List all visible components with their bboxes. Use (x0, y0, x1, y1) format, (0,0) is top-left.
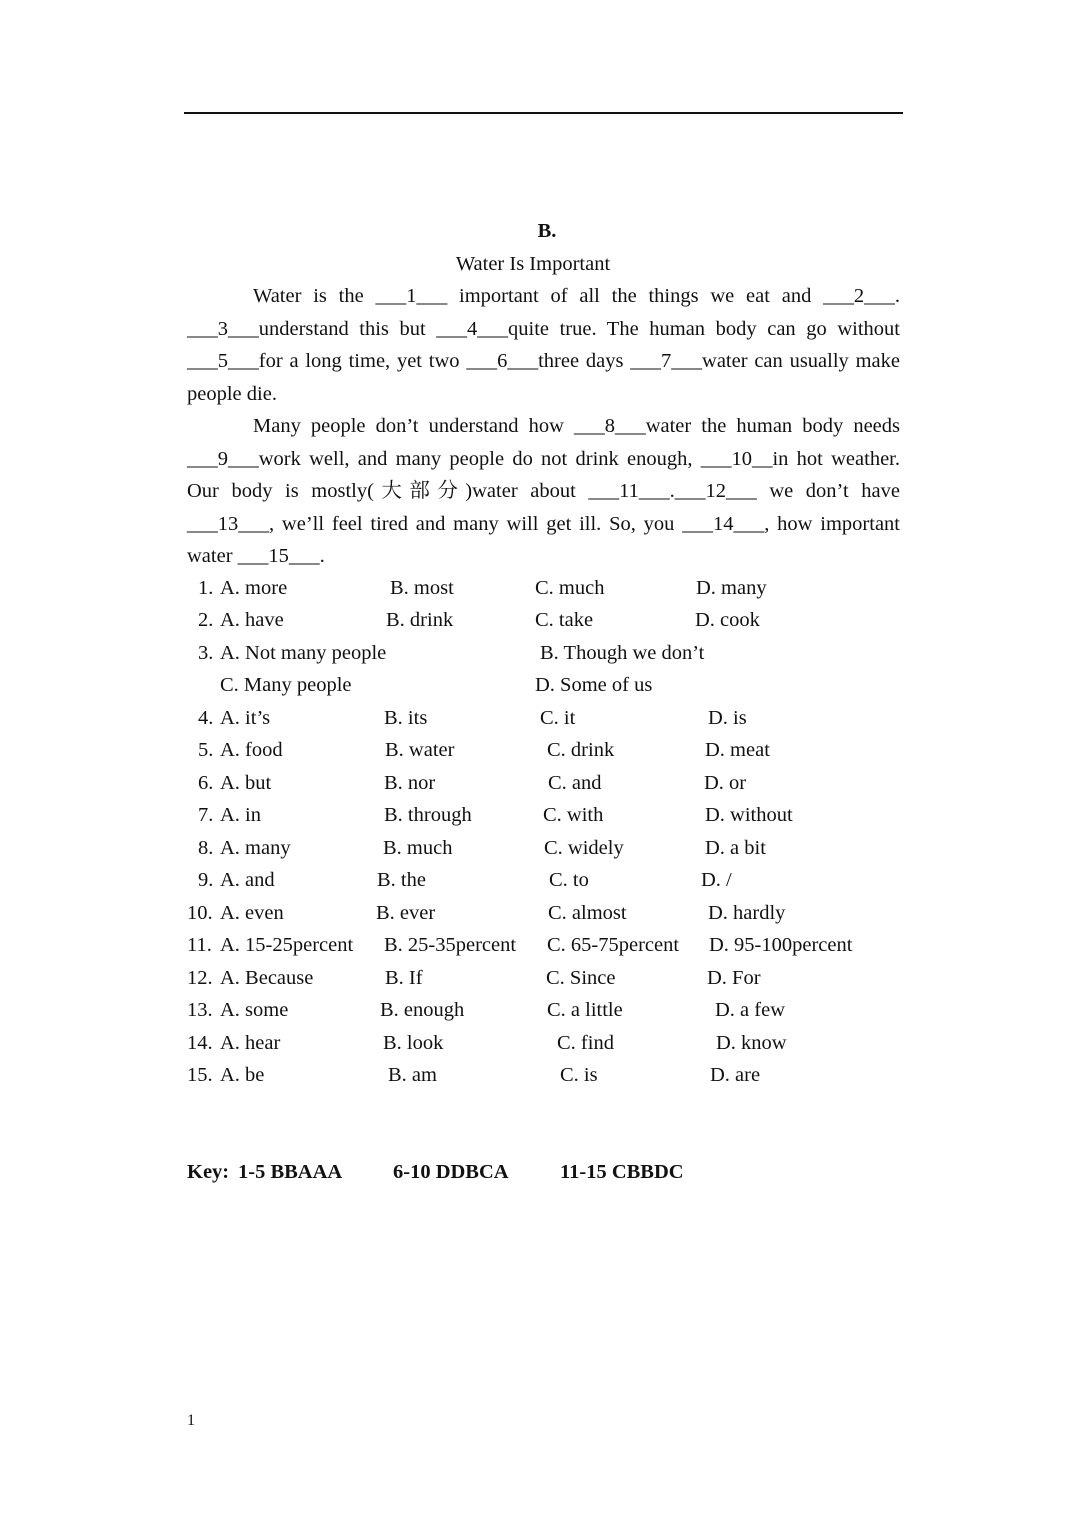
question-number: 5. (198, 739, 214, 761)
option-d: D. 95-100percent (709, 934, 853, 956)
question-11 (187, 934, 900, 964)
option-c: C. it (540, 707, 576, 729)
option-d: D. a few (715, 999, 786, 1021)
option-b: B. ever (376, 902, 436, 924)
answer-key-group-2: 6-10 DDBCA (393, 1161, 509, 1183)
passage-title: Water Is Important (455, 253, 611, 275)
option-c: C. almost (548, 902, 627, 924)
question-9 (187, 869, 900, 899)
question-number: 4. (198, 707, 214, 729)
question-number: 7. (198, 804, 214, 826)
option-c: C. widely (544, 837, 624, 859)
option-a: A. many (220, 837, 291, 859)
question-number: 14. (187, 1032, 213, 1054)
option-a: A. some (220, 999, 289, 1021)
question-6 (187, 772, 900, 802)
option-d: D. or (704, 772, 747, 794)
question-number: 8. (198, 837, 214, 859)
option-b: B. 25-35percent (384, 934, 517, 956)
question-number: 9. (198, 869, 214, 891)
question-3-continued (187, 674, 900, 704)
option-d: D. many (696, 577, 767, 599)
answer-key-group-1: 1-5 BBAAA (238, 1161, 343, 1183)
question-number: 15. (187, 1064, 213, 1086)
option-c: C. a little (547, 999, 623, 1021)
option-d: D. / (701, 869, 732, 891)
option-a: A. it’s (220, 707, 271, 729)
question-1 (187, 577, 900, 607)
header-rule (184, 112, 903, 114)
option-b: B. drink (386, 609, 454, 631)
option-a: A. more (220, 577, 288, 599)
question-10 (187, 902, 900, 932)
option-d: D. For (707, 967, 761, 989)
option-b: B. its (384, 707, 428, 729)
option-d: D. without (705, 804, 793, 826)
option-b: B. the (377, 869, 426, 891)
option-b: B. water (385, 739, 455, 761)
question-number: 2. (198, 609, 214, 631)
option-c: C. 65-75percent (547, 934, 680, 956)
option-d: D. a bit (705, 837, 766, 859)
question-number: 1. (198, 577, 214, 599)
option-d: D. Some of us (535, 674, 653, 696)
question-12 (187, 967, 900, 997)
option-a: A. hear (220, 1032, 281, 1054)
option-b: B. through (384, 804, 472, 826)
question-5 (187, 739, 900, 769)
option-c: C. is (560, 1064, 598, 1086)
option-a: A. Because (220, 967, 314, 989)
question-14 (187, 1032, 900, 1062)
question-number: 12. (187, 967, 213, 989)
option-c: C. and (548, 772, 602, 794)
option-c: C. with (543, 804, 604, 826)
page-number: 1 (187, 1412, 195, 1429)
option-d: D. meat (705, 739, 770, 761)
passage-paragraph-1: Water is the ___1___ important of all the things we eat and ___2___. ___3___understand this but ___4___quite true. The human body can go without ___5___for a long time, yet two ___6___three days ___7___water can usually make people die. (187, 285, 900, 405)
option-a: A. even (220, 902, 284, 924)
question-2 (187, 609, 900, 639)
option-b: B. nor (384, 772, 436, 794)
section-label: B. (537, 220, 557, 242)
option-c: C. Many people (220, 674, 352, 696)
option-b: B. Though we don’t (540, 642, 705, 664)
option-c: C. take (535, 609, 594, 631)
question-8 (187, 837, 900, 867)
passage-paragraph-2: Many people don’t understand how ___8___water the human body needs ___9___work well, and many people do not drink enough, ___10__in hot weather. Our body is mostly(大部分)water about ___11___.___12___ we don’t have ___13___, we’ll feel tired and many will get ill. So, you ___14___, how important water ___15___. (187, 415, 900, 568)
question-number: 11. (187, 934, 212, 956)
question-13 (187, 999, 900, 1029)
option-b: B. If (385, 967, 423, 989)
option-b: B. most (390, 577, 454, 599)
option-b: B. enough (380, 999, 465, 1021)
answer-key-label: Key: (187, 1161, 230, 1183)
option-a: A. have (220, 609, 284, 631)
option-c: C. Since (546, 967, 616, 989)
option-b: B. am (388, 1064, 437, 1086)
option-c: C. to (549, 869, 589, 891)
option-b: B. look (383, 1032, 444, 1054)
option-d: D. are (710, 1064, 761, 1086)
option-c: C. much (535, 577, 605, 599)
option-d: D. is (708, 707, 747, 729)
option-d: D. cook (695, 609, 760, 631)
option-a: A. be (220, 1064, 265, 1086)
option-c: C. find (557, 1032, 614, 1054)
option-a: A. Not many people (220, 642, 387, 664)
option-a: A. 15-25percent (220, 934, 354, 956)
question-7 (187, 804, 900, 834)
answer-key-group-3: 11-15 CBBDC (560, 1161, 684, 1183)
question-number: 3. (198, 642, 214, 664)
question-number: 6. (198, 772, 214, 794)
question-number: 10. (187, 902, 213, 924)
question-4 (187, 707, 900, 737)
option-d: D. hardly (708, 902, 786, 924)
option-a: A. in (220, 804, 261, 826)
option-c: C. drink (547, 739, 615, 761)
option-a: A. and (220, 869, 275, 891)
option-b: B. much (383, 837, 453, 859)
option-d: D. know (716, 1032, 787, 1054)
option-a: A. food (220, 739, 283, 761)
question-3 (187, 642, 900, 672)
option-a: A. but (220, 772, 272, 794)
question-15 (187, 1064, 900, 1094)
question-number: 13. (187, 999, 213, 1021)
